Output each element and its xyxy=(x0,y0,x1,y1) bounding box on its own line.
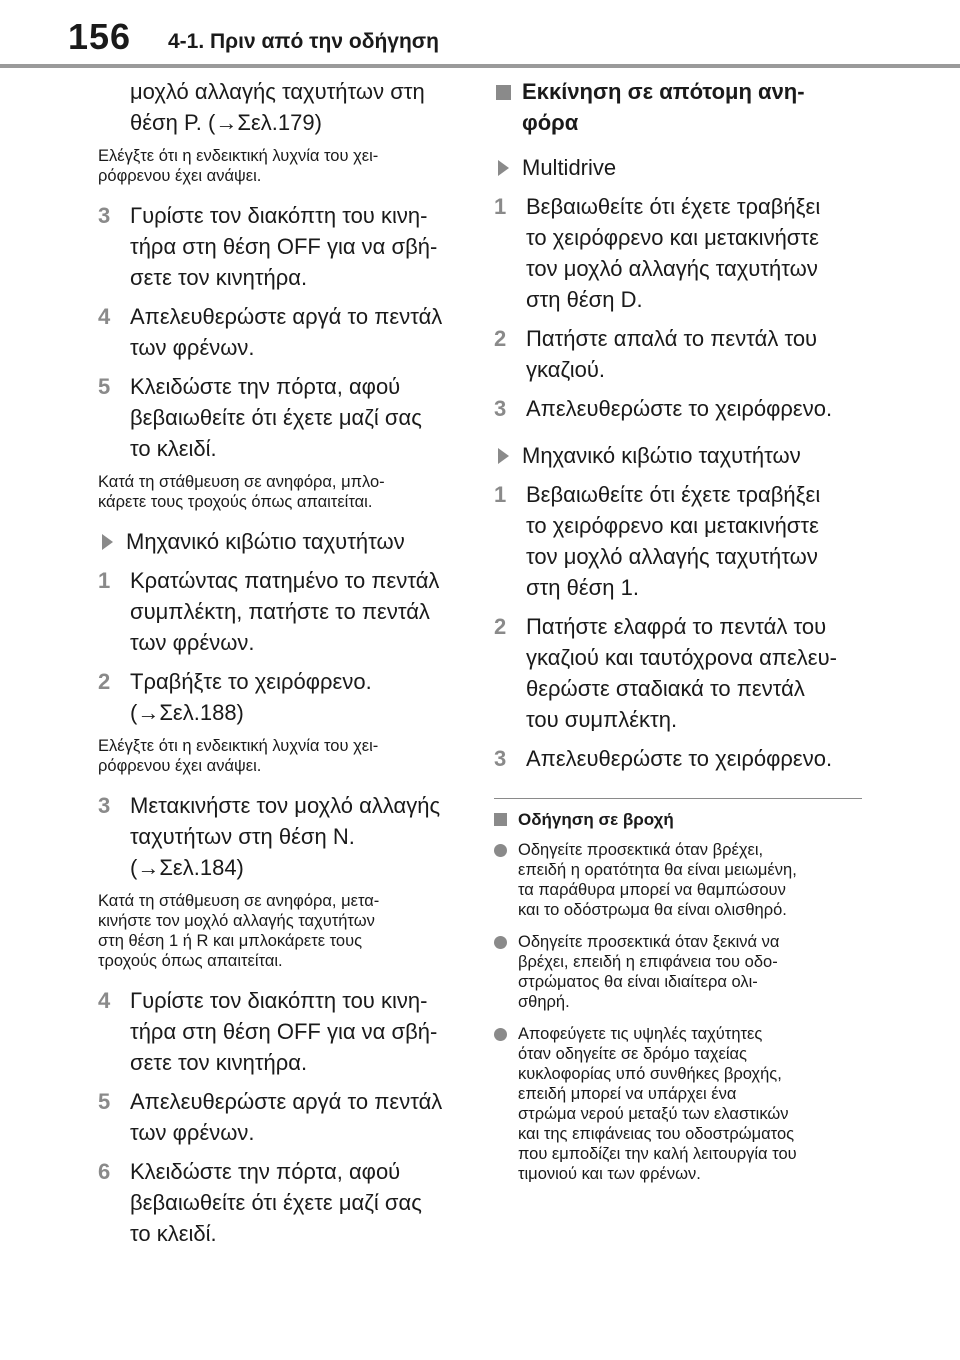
step-number: 1 xyxy=(494,194,507,219)
step-number: 1 xyxy=(494,482,507,507)
rain-driving-heading xyxy=(494,809,866,830)
note-line: ρόφρενου έχει ανάψει. xyxy=(98,167,262,185)
tip-line: όταν οδηγείτε σε δρόμο ταχείας xyxy=(518,1045,748,1063)
step-text: τον μοχλό αλλαγής ταχυτήτων xyxy=(526,256,818,281)
left-column xyxy=(98,76,460,1257)
step-number: 2 xyxy=(98,669,111,694)
step-item xyxy=(98,985,460,1078)
note xyxy=(98,472,460,512)
tip-line: που εμποδίζει την καλή λειτουργία του xyxy=(518,1145,797,1163)
note xyxy=(98,146,460,186)
tip-line: σθηρή. xyxy=(518,993,570,1011)
step-number: 1 xyxy=(98,568,111,593)
step-text: σετε τον κινητήρα. xyxy=(130,1050,308,1075)
step-number: 5 xyxy=(98,374,111,399)
step-number: 3 xyxy=(98,793,111,818)
page-reference: (→Σελ.184) xyxy=(130,855,244,880)
step-text: Πατήστε απαλά το πεντάλ του xyxy=(526,326,818,351)
step-text: το χειρόφρενο και μετακινήστε xyxy=(526,225,819,250)
step-text: Κλειδώστε την πόρτα, αφού xyxy=(130,374,401,399)
step-text: το κλειδί. xyxy=(130,436,217,461)
step-text: Κλειδώστε την πόρτα, αφού xyxy=(130,1159,401,1184)
note xyxy=(98,891,460,971)
section-divider xyxy=(494,798,862,799)
step-text: των φρένων. xyxy=(130,335,255,360)
round-bullet-icon xyxy=(494,936,507,949)
note-line: Ελέγξτε ότι η ενδεικτική λυχνία του χει- xyxy=(98,737,379,755)
step-item xyxy=(98,565,460,658)
tip-line: τα παράθυρα μπορεί να θαμπώσουν xyxy=(518,881,786,899)
intro-continuation xyxy=(98,76,460,138)
tip-line: στρώμα νερού μεταξύ των ελαστικών xyxy=(518,1105,789,1123)
square-bullet-icon xyxy=(496,85,511,100)
step-text: γκαζιού. xyxy=(526,357,606,382)
step-text: ταχυτήτων στη θέση N. xyxy=(130,824,355,849)
step-text: στη θέση D. xyxy=(526,287,643,312)
step-text: τήρα στη θέση OFF για να σβή- xyxy=(130,234,438,259)
note-line: τροχούς όπως απαιτείται. xyxy=(98,952,283,970)
note-line: στη θέση 1 ή R και μπλοκάρετε τους xyxy=(98,932,363,950)
tip-line: Οδηγείτε προσεκτικά όταν βρέχει, xyxy=(518,841,764,859)
tip-line: και της επιφάνειας του οδοστρώματος xyxy=(518,1125,795,1143)
tip-line: τιμονιού και των φρένων. xyxy=(518,1165,701,1183)
step-text: σετε τον κινητήρα. xyxy=(130,265,308,290)
heading-text: Οδήγηση σε βροχή xyxy=(518,810,674,829)
step-item xyxy=(494,393,866,424)
tip-line: Αποφεύγετε τις υψηλές ταχύτητες xyxy=(518,1025,763,1043)
text-line: μοχλό αλλαγής ταχυτήτων στη xyxy=(130,79,425,104)
step-text: Βεβαιωθείτε ότι έχετε τραβήξει xyxy=(526,482,821,507)
step-item xyxy=(98,200,460,293)
step-text: Απελευθερώστε το χειρόφρενο. xyxy=(526,746,833,771)
step-item xyxy=(98,371,460,464)
step-item xyxy=(98,666,460,728)
step-text: στη θέση 1. xyxy=(526,575,639,600)
note-line: κάρετε τους τροχούς όπως απαιτείται. xyxy=(98,493,373,511)
step-item xyxy=(494,323,866,385)
heading-text: Μηχανικό κιβώτιο ταχυτήτων xyxy=(522,443,801,468)
note-line: Κατά τη στάθμευση σε ανηφόρα, μπλο- xyxy=(98,473,385,491)
step-text: Βεβαιωθείτε ότι έχετε τραβήξει xyxy=(526,194,821,219)
step-number: 4 xyxy=(98,304,111,329)
heading-text: Μηχανικό κιβώτιο ταχυτήτων xyxy=(126,529,405,554)
step-text: θερώστε σταδιακά το πεντάλ xyxy=(526,676,805,701)
tip-line: επειδή μπορεί να υπάρχει ένα xyxy=(518,1085,737,1103)
heading-text: Multidrive xyxy=(522,155,617,180)
step-item xyxy=(98,1086,460,1148)
step-text: Γυρίστε τον διακόπτη του κινη- xyxy=(130,203,428,228)
hill-start-heading xyxy=(494,76,866,138)
right-column xyxy=(494,76,866,1196)
text-line: θέση P. (→Σελ.179) xyxy=(130,110,322,135)
step-number: 3 xyxy=(494,746,507,771)
rain-tip-item xyxy=(494,840,866,920)
step-text: βεβαιωθείτε ότι έχετε μαζί σας xyxy=(130,1190,422,1215)
step-number: 2 xyxy=(494,326,507,351)
tip-line: και το οδόστρωμα θα είναι ολισθηρό. xyxy=(518,901,787,919)
step-number: 4 xyxy=(98,988,111,1013)
step-text: γκαζιού και ταυτόχρονα απελευ- xyxy=(526,645,837,670)
tip-line: επειδή η ορατότητα θα είναι μειωμένη, xyxy=(518,861,797,879)
step-number: 5 xyxy=(98,1089,111,1114)
heading-text: φόρα xyxy=(522,110,579,135)
step-text: βεβαιωθείτε ότι έχετε μαζί σας xyxy=(130,405,422,430)
page-number: 156 xyxy=(68,16,132,57)
step-text: το κλειδί. xyxy=(130,1221,217,1246)
triangle-bullet-icon xyxy=(498,160,509,176)
step-item xyxy=(494,479,866,603)
multidrive-heading xyxy=(494,152,866,183)
round-bullet-icon xyxy=(494,1028,507,1041)
note-line: Κατά τη στάθμευση σε ανηφόρα, μετα- xyxy=(98,892,380,910)
step-text: συμπλέκτη, πατήστε το πεντάλ xyxy=(130,599,430,624)
step-text: Τραβήξτε το χειρόφρενο. xyxy=(130,669,372,694)
step-text: τον μοχλό αλλαγής ταχυτήτων xyxy=(526,544,818,569)
triangle-bullet-icon xyxy=(498,448,509,464)
step-text: του συμπλέκτη. xyxy=(526,707,678,732)
tip-line: Οδηγείτε προσεκτικά όταν ξεκινά να xyxy=(518,933,780,951)
step-text: Απελευθερώστε αργά το πεντάλ xyxy=(130,1089,443,1114)
section-title: 4-1. Πριν από την οδήγηση xyxy=(168,30,439,53)
step-number: 2 xyxy=(494,614,507,639)
rain-tip-item xyxy=(494,932,866,1012)
heading-text: Εκκίνηση σε απότομη ανη- xyxy=(522,79,805,104)
header-rule xyxy=(0,64,960,68)
manual-transmission-heading xyxy=(494,440,866,471)
note-line: κινήστε τον μοχλό αλλαγής ταχυτήτων xyxy=(98,912,375,930)
rain-tip-item xyxy=(494,1024,866,1184)
manual-transmission-heading xyxy=(98,526,460,557)
step-number: 3 xyxy=(494,396,507,421)
step-item xyxy=(98,790,460,883)
step-text: Γυρίστε τον διακόπτη του κινη- xyxy=(130,988,428,1013)
step-text: Απελευθερώστε αργά το πεντάλ xyxy=(130,304,443,329)
square-bullet-icon xyxy=(494,813,507,826)
step-text: των φρένων. xyxy=(130,630,255,655)
step-number: 3 xyxy=(98,203,111,228)
note xyxy=(98,736,460,776)
step-text: Μετακινήστε τον μοχλό αλλαγής xyxy=(130,793,441,818)
step-item xyxy=(494,191,866,315)
step-item xyxy=(494,611,866,735)
page-header xyxy=(0,0,960,68)
step-text: Πατήστε ελαφρά το πεντάλ του xyxy=(526,614,827,639)
page-reference: (→Σελ.188) xyxy=(130,700,244,725)
step-text: τήρα στη θέση OFF για να σβή- xyxy=(130,1019,438,1044)
tip-line: στρώματος θα είναι ιδιαίτερα ολι- xyxy=(518,973,758,991)
step-item xyxy=(494,743,866,774)
step-text: Απελευθερώστε το χειρόφρενο. xyxy=(526,396,833,421)
note-line: Ελέγξτε ότι η ενδεικτική λυχνία του χει- xyxy=(98,147,379,165)
note-line: ρόφρενου έχει ανάψει. xyxy=(98,757,262,775)
step-number: 6 xyxy=(98,1159,111,1184)
step-text: των φρένων. xyxy=(130,1120,255,1145)
tip-line: βρέχει, επειδή η επιφάνεια του οδο- xyxy=(518,953,778,971)
step-text: το χειρόφρενο και μετακινήστε xyxy=(526,513,819,538)
tip-line: κυκλοφορίας υπό συνθήκες βροχής, xyxy=(518,1065,782,1083)
step-item xyxy=(98,301,460,363)
step-item xyxy=(98,1156,460,1249)
triangle-bullet-icon xyxy=(102,534,113,550)
round-bullet-icon xyxy=(494,844,507,857)
step-text: Κρατώντας πατημένο το πεντάλ xyxy=(130,568,440,593)
